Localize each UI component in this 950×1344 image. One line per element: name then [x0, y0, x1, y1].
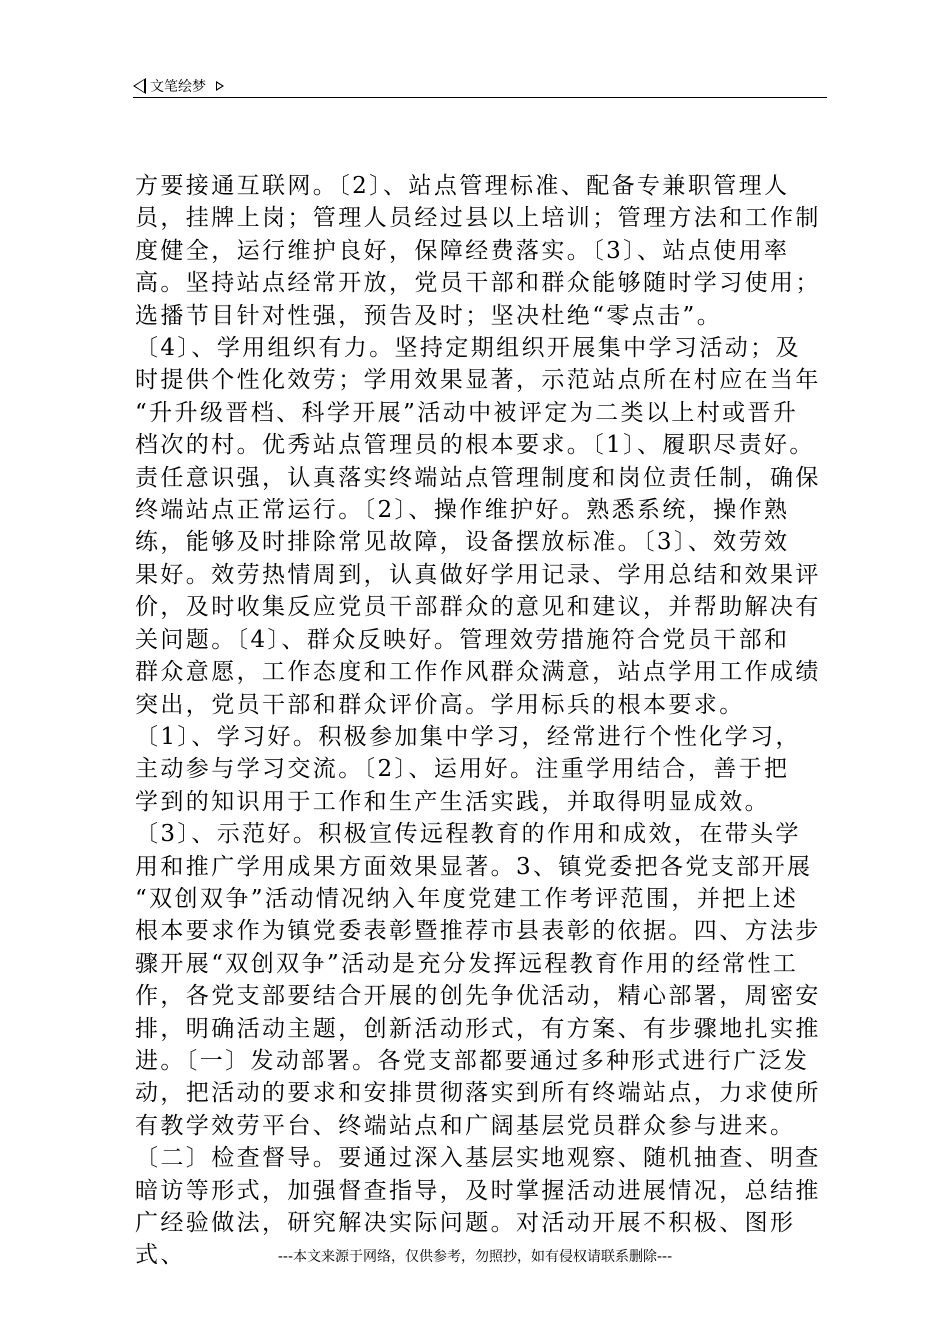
triangle-right-icon [216, 81, 224, 91]
header-divider [133, 97, 827, 98]
triangle-left-icon [133, 78, 146, 94]
header-title: 文笔绘梦 [150, 79, 206, 95]
body-text: 方要接通互联网。〔2〕、站点管理标准、配备专兼职管理人 员，挂牌上岗；管理人员经过县以上培训；管理方法和工作制 度健全，运行维护良好，保障经费落实。〔3〕、站点使用率 高。坚持站点经常开放，党员干部和群众能够随时学习使用； 选播节目针对性强，预告及时；坚决杜绝“零点击”。 〔4〕、学用组织有力。坚持定期组织开展集中学习活动；及 时提供个性化效劳；学用效果显著，示范站点所在村应在当年 “升升级晋档、科学开展”活动中被评定为二类以上村或晋升 档次的村。优秀站点管理员的根本要求。〔1〕、履职尽责好。 责任意识强，认真落实终端站点管理制度和岗位责任制，确保 终端站点正常运行。〔2〕、操作维护好。熟悉系统，操作熟 练，能够及时排除常见故障，设备摆放标准。〔3〕、效劳效 果好。效劳热情周到，认真做好学用记录、学用总结和效果评 价，及时收集反应党员干部群众的意见和建议，并帮助解决有 关问题。〔4〕、群众反映好。管理效劳措施符合党员干部和 群众意愿，工作态度和工作作风群众满意，站点学用工作成绩 突出，党员干部和群众评价高。学用标兵的根本要求。 〔1〕、学习好。积极参加集中学习，经常进行个性化学习， 主动参与学习交流。〔2〕、运用好。注重学用结合，善于把 学到的知识用于工作和生产生活实践，并取得明显成效。 〔3〕、示范好。积极宣传远程教育的作用和成效，在带头学 用和推广学用成果方面效果显著。3、镇党委把各党支部开展 “双创双争”活动情况纳入年度党建工作考评范围，并把上述 根本要求作为镇党委表彰暨推荐市县表彰的依据。四、方法步 骤开展“双创双争”活动是充分发挥远程教育作用的经常性工 作，各党支部要结合开展的创先争优活动，精心部署，周密安 排，明确活动主题，创新活动形式，有方案、有步骤地扎实推 进。〔一〕发动部署。各党支部都要通过多种形式进行广泛发 动，把活动的要求和安排贯彻落实到所有终端站点，力求使所 有教学效劳平台、终端站点和广阔基层党员群众参与进来。 〔二〕检查督导。要通过深入基层实地观察、随机抽查、明查 暗访等形式，加强督查指导，及时掌握活动进展情况，总结推 广经验做法，研究解决实际问题。对活动开展不积极、图形式、 [135, 173, 821, 1269]
page-header [133, 74, 827, 98]
footer-disclaimer: ---本文来源于网络，仅供参考，勿照抄，如有侵权请联系删除--- [277, 1249, 673, 1265]
